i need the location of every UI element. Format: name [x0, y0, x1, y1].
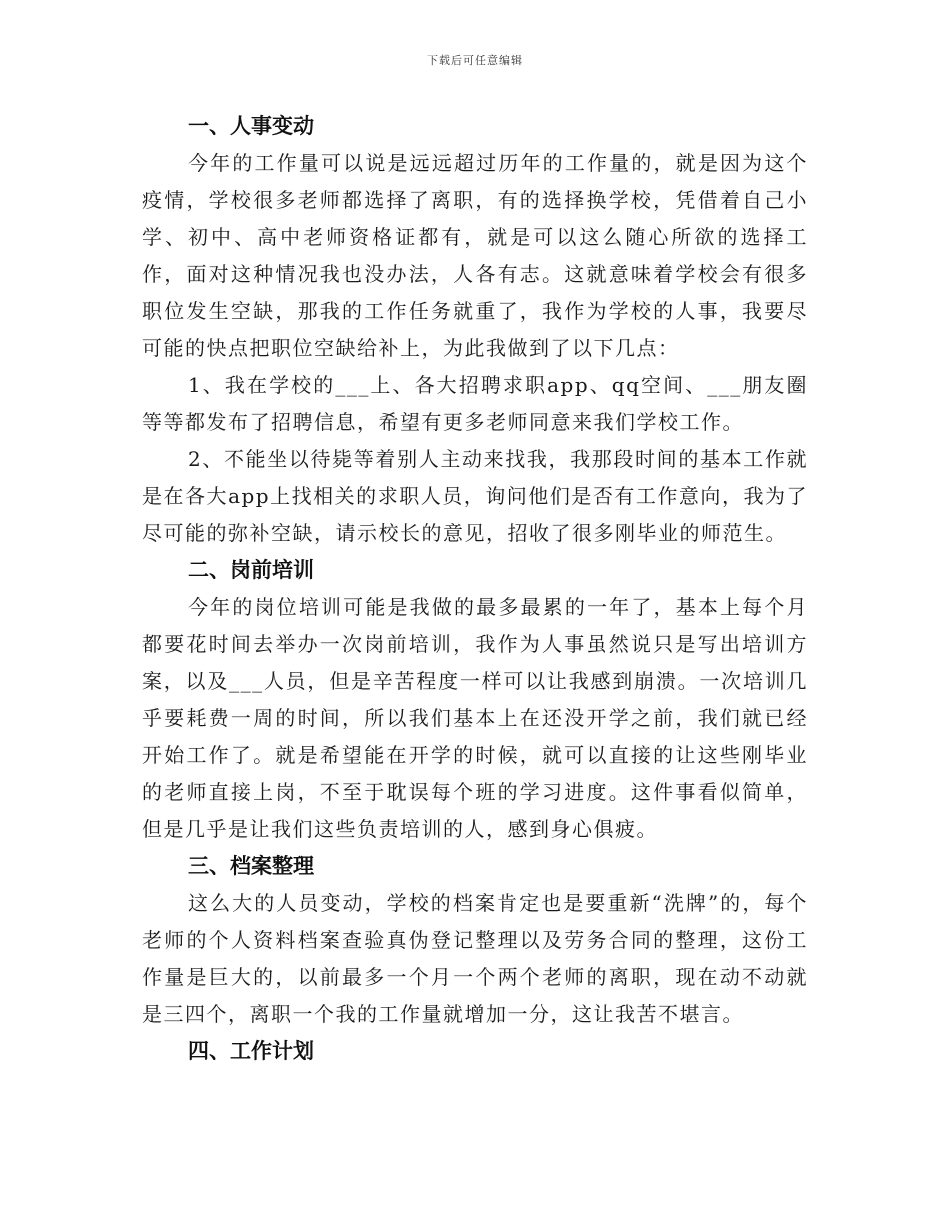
section-archive-management	[142, 848, 808, 1033]
document-body	[142, 108, 808, 1070]
paragraph: 1、我在学校的___上、各大招聘求职app、qq空间、___朋友圈等等都发布了招聘信息，希望有更多老师同意来我们学校工作。	[142, 373, 808, 434]
paragraph: 2、不能坐以待毙等着别人主动来找我，我那段时间的基本工作就是在各大app上找相关的求职人员，询问他们是否有工作意向，我为了尽可能的弥补空缺，请示校长的意见，招收了很多刚毕业的师范生。	[142, 447, 808, 545]
section-heading: 二、岗前培训	[188, 558, 314, 582]
section-heading: 三、档案整理	[188, 854, 314, 878]
section-personnel-changes	[142, 108, 808, 552]
section-heading: 一、人事变动	[188, 114, 314, 138]
section-heading: 四、工作计划	[188, 1039, 314, 1063]
header-note: 下载后可任意编辑	[427, 54, 523, 67]
section-pre-job-training	[142, 552, 808, 848]
paragraph: 这么大的人员变动，学校的档案肯定也是要重新“洗牌”的，每个老师的个人资料档案查验真伪登记整理以及劳务合同的整理，这份工作量是巨大的，以前最多一个月一个两个老师的离职，现在动不动就是三四个，离职一个我的工作量就增加一分，这让我苦不堪言。	[142, 891, 808, 1026]
paragraph: 今年的岗位培训可能是我做的最多最累的一年了，基本上每个月都要花时间去举办一次岗前培训，我作为人事虽然说只是写出培训方案，以及___人员，但是辛苦程度一样可以让我感到崩溃。一次培训几乎要耗费一周的时间，所以我们基本上在还没开学之前，我们就已经开始工作了。就是希望能在开学的时候，就可以直接的让这些刚毕业的老师直接上岗，不至于耽误每个班的学习进度。这件事看似简单，但是几乎是让我们这些负责培训的人，感到身心俱疲。	[142, 595, 808, 841]
paragraph: 今年的工作量可以说是远远超过历年的工作量的，就是因为这个疫情，学校很多老师都选择了离职，有的选择换学校，凭借着自己小学、初中、高中老师资格证都有，就是可以这么随心所欲的选择工作，面对这种情况我也没办法，人各有志。这就意味着学校会有很多职位发生空缺，那我的工作任务就重了，我作为学校的人事，我要尽可能的快点把职位空缺给补上，为此我做到了以下几点：	[142, 151, 808, 360]
section-work-plan	[142, 1033, 808, 1070]
